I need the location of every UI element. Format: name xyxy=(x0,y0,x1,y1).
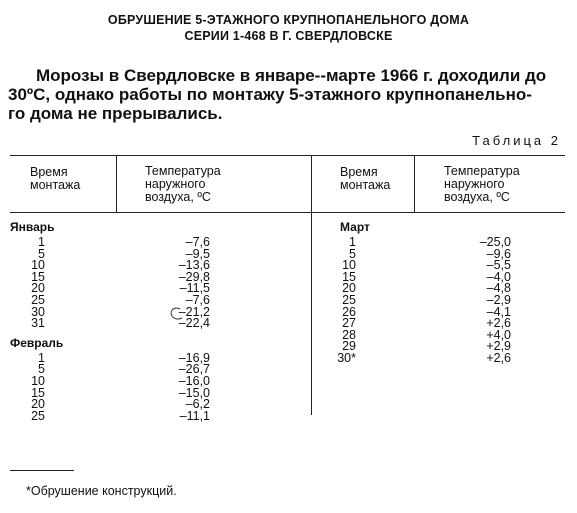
row-day: 5 xyxy=(38,362,45,377)
row-day: 25 xyxy=(31,408,45,423)
footnote: *Обрушение конструкций. xyxy=(26,484,177,498)
header-temp-right: Температура наружного воздуха, ºС xyxy=(444,164,520,204)
document-title-line-2: СЕРИИ 1-468 В Г. СВЕРДЛОВСКЕ xyxy=(184,29,393,43)
row-temperature: +2,6 xyxy=(486,351,511,365)
row-day: 15 xyxy=(31,269,45,284)
row-temperature: –29,8 xyxy=(178,269,210,284)
row-day: 10 xyxy=(31,258,45,273)
row-day: 20 xyxy=(342,281,356,296)
row-day: 25 xyxy=(31,293,45,307)
month-heading: Март xyxy=(340,220,370,234)
row-temperature: –9,6 xyxy=(486,246,511,261)
pen-mark-icon xyxy=(168,306,186,322)
header-time-right: Время монтажа xyxy=(340,165,391,192)
footnote-rule xyxy=(10,470,74,471)
row-day: 20 xyxy=(31,397,45,412)
header-divider-left xyxy=(116,155,117,212)
row-temperature: –15,0 xyxy=(178,385,210,400)
document-title-line-1: ОБРУШЕНИЕ 5-ЭТАЖНОГО КРУПНОПАНЕЛЬНОГО ДОМА xyxy=(107,13,470,27)
row-temperature: –4,8 xyxy=(486,281,511,296)
intro-line-1: Морозы в Свердловске в январе--марте 1966 г. доходили до xyxy=(36,66,547,85)
row-temperature: –21,2 xyxy=(178,304,210,319)
row-day: 1 xyxy=(349,235,356,249)
row-day: 31 xyxy=(31,316,45,331)
row-day: 5 xyxy=(38,246,45,261)
row-temperature: –5,5 xyxy=(486,258,511,273)
row-day: 1 xyxy=(38,235,45,249)
row-day: 15 xyxy=(342,269,356,284)
intro-line-2: 30ºС, однако работы по монтажу 5-этажного крупнопанельно- xyxy=(8,85,532,104)
row-day: 10 xyxy=(342,258,356,273)
row-temperature: –7,6 xyxy=(185,293,210,307)
month-heading: Январь xyxy=(10,220,55,234)
row-temperature: –11,5 xyxy=(179,281,210,296)
row-day: 10 xyxy=(31,374,45,388)
row-temperature: –4,0 xyxy=(486,269,511,284)
header-temp-left: Температура наружного воздуха, ºС xyxy=(145,164,221,204)
row-day: 15 xyxy=(31,385,45,400)
row-day: 27 xyxy=(342,316,356,331)
row-temperature: –16,9 xyxy=(178,350,210,365)
header-divider-right xyxy=(414,155,415,212)
intro-paragraph xyxy=(8,66,564,123)
row-temperature: –16,0 xyxy=(178,374,210,388)
intro-line-3: го дома не прерывались. xyxy=(8,104,223,123)
row-temperature: +2,9 xyxy=(486,339,511,354)
row-temperature: –2,9 xyxy=(486,293,511,307)
row-day: 26 xyxy=(342,304,356,319)
table-header-rule xyxy=(10,212,565,213)
row-day: 25 xyxy=(342,293,356,307)
row-day: 28 xyxy=(342,327,356,342)
table-top-rule xyxy=(10,155,565,156)
row-temperature: –9,5 xyxy=(185,246,210,261)
row-temperature: –25,0 xyxy=(479,235,511,249)
column-divider-center xyxy=(311,155,312,415)
row-temperature: +2,6 xyxy=(486,316,511,331)
row-temperature: +4,0 xyxy=(486,327,511,342)
row-temperature: –11,1 xyxy=(179,408,210,423)
row-day: 5 xyxy=(349,246,356,261)
row-temperature: –13,6 xyxy=(178,258,210,273)
month-heading: Февраль xyxy=(10,335,64,350)
row-day: 30* xyxy=(337,351,356,365)
row-temperature: –26,7 xyxy=(178,362,210,377)
table-caption: Таблица 2 xyxy=(472,133,561,148)
row-temperature: –6,2 xyxy=(185,397,210,412)
row-day: 20 xyxy=(31,281,45,296)
row-day: 1 xyxy=(38,350,45,365)
row-temperature: –22,4 xyxy=(178,316,210,331)
row-day: 29 xyxy=(342,339,356,354)
row-day: 30 xyxy=(31,304,45,319)
header-time-left: Время монтажа xyxy=(30,165,81,192)
row-temperature: –4,1 xyxy=(486,304,511,319)
row-temperature: –7,6 xyxy=(185,235,210,249)
